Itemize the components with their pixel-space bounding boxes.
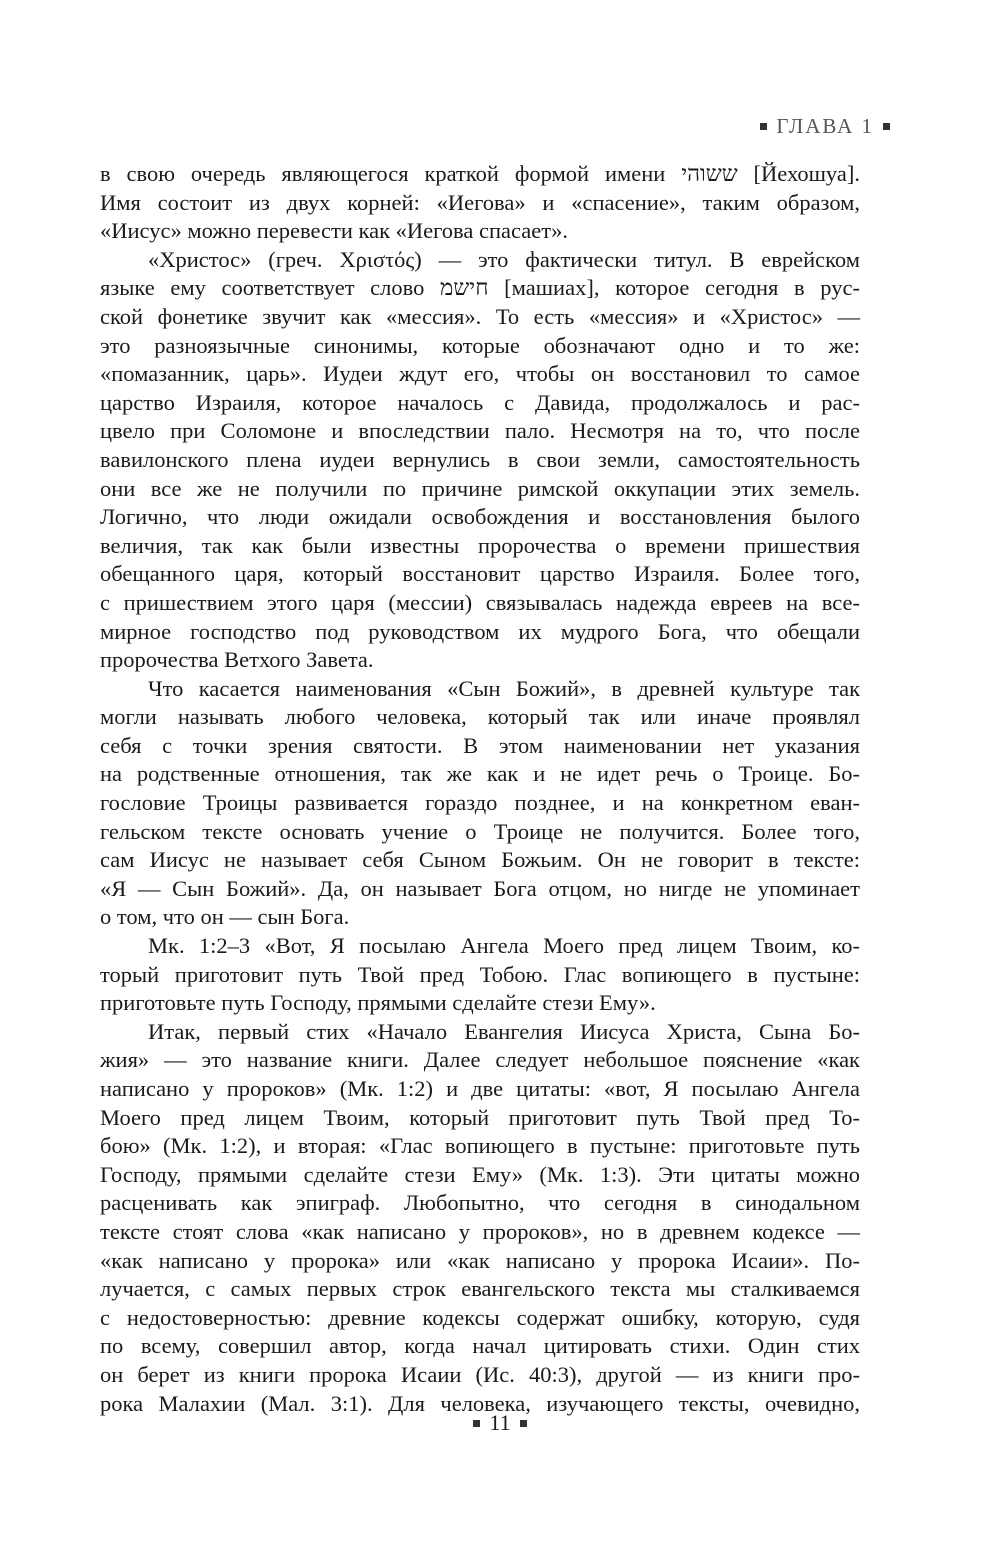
bullet-square-icon [473, 1420, 480, 1427]
text-line: величия, так как были известны пророчества о времени пришествия [100, 532, 860, 558]
text-line: рока Малахии (Мал. 3:1). Для человека, изучающего тексты, очевидно, [100, 1390, 860, 1416]
text-line: царство Израиля, которое началось с Давида, продолжалось и рас- [100, 389, 860, 415]
text-line: расценивать как эпиграф. Любопытно, что сегодня в синодальном [100, 1190, 860, 1216]
chapter-label: ГЛАВА 1 [776, 114, 874, 138]
text-line: Логично, что люди ожидали освобождения и восстановления былого [100, 504, 860, 530]
text-line: мирное господство под руководством их мудрого Бога, что обещали [100, 618, 860, 644]
text-line: цвело при Соломоне и впоследствии пало. Несмотря на то, что после [100, 418, 860, 444]
text-line: по всему, совершил автор, когда начал цитировать стихи. Один стих [100, 1333, 860, 1359]
text-line: Что касается наименования «Сын Божий», в древней культуре так [148, 675, 860, 701]
text-line: это разноязычные синонимы, которые обозначают одно и то же: [100, 332, 860, 358]
text-line: Имя состоит из двух корней: «Иегова» и «спасение», таким образом, [100, 189, 860, 215]
text-line: Итак, первый стих «Начало Евангелия Иисуса Христа, Сына Бо- [148, 1018, 860, 1044]
text-line: лучается, с самых первых строк евангельского текста мы сталкиваемся [100, 1276, 860, 1302]
text-line: приготовьте путь Господу, прямыми сделайте стези Ему». [100, 990, 656, 1016]
text-line: они все же не получили по причине римской оккупации этих земель. [100, 475, 860, 501]
bullet-square-icon [520, 1420, 527, 1427]
text-line: о том, что он — сын Бога. [100, 904, 350, 930]
text-line: с недостоверностью: древние кодексы содержат ошибку, которую, судя [100, 1304, 860, 1330]
text-line: в свою очередь являющегося краткой формой имени ששוהי [Йехошуа]. [100, 161, 860, 186]
page-footer [0, 1410, 1000, 1436]
text-line: сам Иисус не называет себя Сыном Божьим. Он не говорит в тексте: [100, 847, 860, 873]
text-line: «Иисус» можно перевести как «Иегова спасает». [100, 218, 568, 244]
text-line: написано у пророков» (Мк. 1:2) и две цитаты: «вот, Я посылаю Ангела [100, 1076, 860, 1101]
text-line: Господу, прямыми сделайте стези Ему» (Мк. 1:3). Эти цитаты можно [100, 1161, 860, 1187]
text-line: ской фонетике звучит как «мессия». То есть «мессия» и «Христос» — [100, 303, 860, 329]
text-line: бою» (Мк. 1:2), и вторая: «Глас вопиющего в пустыне: приготовьте путь [100, 1133, 860, 1159]
text-line: гословие Троицы развивается гораздо позднее, и на конкретном еван- [100, 790, 860, 816]
text-line: «помазанник, царь». Иудеи ждут его, чтобы он восстановил то самое [100, 361, 860, 387]
running-head [760, 114, 890, 139]
text-line: «как написано у пророка» или «как написано у пророка Исаии». По- [100, 1247, 860, 1273]
paragraph [100, 1018, 860, 1418]
text-line: на родственные отношения, так же как и не идет речь о Троице. Бо- [100, 761, 860, 787]
bullet-square-icon [760, 123, 767, 130]
text-line: жия» — это название книги. Далее следует небольшое пояснение «как [100, 1047, 860, 1073]
paragraph [100, 675, 860, 932]
text-line: торый приготовит путь Твой пред Тобою. Глас вопиющего в пустыне: [100, 961, 860, 987]
text-line: «Христос» (греч. Χριστός) — это фактически титул. В еврейском [148, 246, 860, 272]
text-line: могли называть любого человека, который так или иначе проявлял [100, 704, 860, 730]
paragraph [100, 932, 860, 1018]
text-line: языке ему соответствует слово חישמ [машиах], которое сегодня в рус- [100, 275, 860, 301]
text-line: Мк. 1:2–3 «Вот, Я посылаю Ангела Моего пред лицем Твоим, ко- [148, 933, 860, 959]
bullet-square-icon [883, 123, 890, 130]
text-line: Моего пред лицем Твоим, который приготовит путь Твой пред То- [100, 1104, 860, 1130]
text-line: обещанного царя, который восстановит царство Израиля. Более того, [100, 561, 860, 587]
text-line: себя с точки зрения святости. В этом наименовании нет указания [100, 732, 860, 758]
paragraph [100, 160, 860, 246]
text-line: пророчества Ветхого Завета. [100, 647, 374, 673]
text-line: с пришествием этого царя (мессии) связывалась надежда евреев на все- [100, 589, 860, 615]
text-line: гельском тексте основать учение о Троице не получится. Более того, [100, 818, 860, 844]
paragraph [100, 246, 860, 675]
text-line: «Я — Сын Божий». Да, он называет Бога отцом, но нигде не упоминает [100, 875, 860, 901]
page-number: 11 [489, 1410, 511, 1435]
text-line: вавилонского плена иудеи вернулись в свои земли, самостоятельность [100, 446, 860, 472]
text-line: тексте стоят слова «как написано у пророков», но в древнем кодексе — [100, 1218, 860, 1244]
body-text [100, 160, 860, 1418]
text-line: он берет из книги пророка Исаии (Ис. 40:3), другой — из книги про- [100, 1361, 860, 1387]
